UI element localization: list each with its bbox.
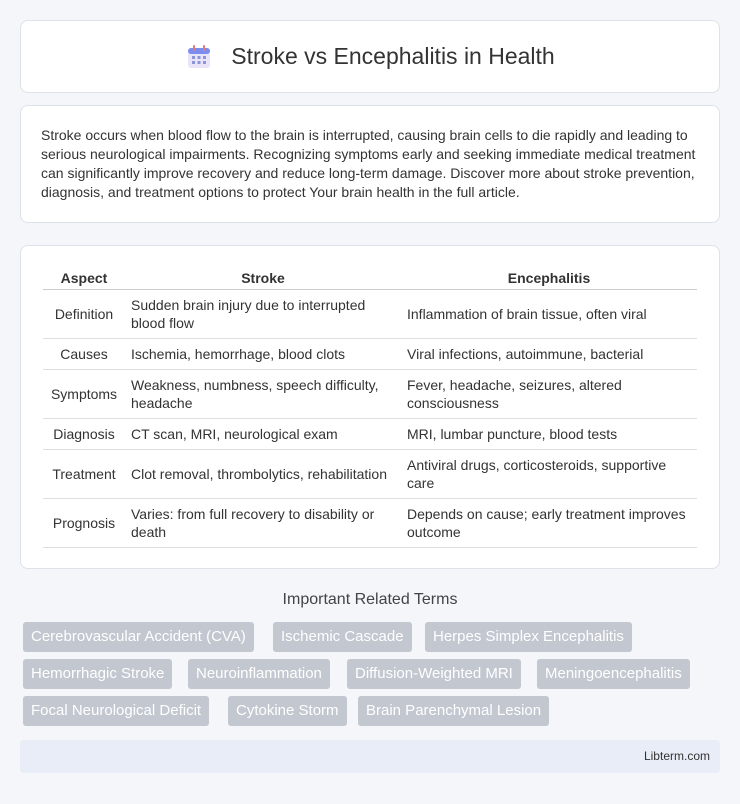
cell-aspect: Diagnosis	[43, 419, 125, 450]
related-term-tag[interactable]: Hemorrhagic Stroke	[23, 659, 172, 689]
related-term-tag[interactable]: Cytokine Storm	[228, 696, 347, 726]
cell-aspect: Causes	[43, 339, 125, 370]
comparison-table	[43, 266, 697, 548]
related-term-tag[interactable]: Brain Parenchymal Lesion	[358, 696, 549, 726]
cell-aspect: Prognosis	[43, 499, 125, 548]
footer-brand-link[interactable]: Libterm.com	[643, 749, 710, 763]
table-row	[43, 499, 697, 548]
cell-encephalitis: Antiviral drugs, corticosteroids, supportive care	[401, 450, 697, 499]
cell-stroke: Varies: from full recovery to disability or death	[125, 499, 401, 548]
related-term-tag[interactable]: Focal Neurological Deficit	[23, 696, 209, 726]
comparison-table-card	[20, 245, 720, 569]
intro-card	[20, 105, 720, 223]
header-stroke: Stroke	[125, 266, 401, 290]
table-row	[43, 290, 697, 339]
related-term-tag[interactable]: Cerebrovascular Accident (CVA)	[23, 622, 254, 652]
related-term-tag[interactable]: Herpes Simplex Encephalitis	[425, 622, 632, 652]
cell-aspect: Symptoms	[43, 370, 125, 419]
cell-encephalitis: MRI, lumbar puncture, blood tests	[401, 419, 697, 450]
related-term-tag[interactable]: Diffusion-Weighted MRI	[347, 659, 521, 689]
table-row	[43, 370, 697, 419]
header-aspect: Aspect	[43, 266, 125, 290]
related-terms-title: Important Related Terms	[282, 591, 458, 608]
related-term-tag[interactable]: Ischemic Cascade	[273, 622, 412, 652]
intro-text: Stroke occurs when blood flow to the brain is interrupted, causing brain cells to die rapidly and leading to serious neurological impairments. Recognizing symptoms early and seeking immediate medical treatment can significantly improve recovery and reduce long-term damage. Discover more about stroke prevention, diagnosis, and treatment options to protect Your brain health in the full article.	[41, 127, 696, 200]
cell-encephalitis: Fever, headache, seizures, altered consciousness	[401, 370, 697, 419]
related-term-tag[interactable]: Neuroinflammation	[188, 659, 330, 689]
page-title: Stroke vs Encephalitis in Health	[231, 43, 555, 69]
cell-aspect: Treatment	[43, 450, 125, 499]
table-row	[43, 419, 697, 450]
cell-stroke: Weakness, numbness, speech difficulty, headache	[125, 370, 401, 419]
cell-stroke: Ischemia, hemorrhage, blood clots	[125, 339, 401, 370]
cell-encephalitis: Depends on cause; early treatment improves outcome	[401, 499, 697, 548]
calendar-grid-icon	[185, 43, 213, 71]
cell-encephalitis: Viral infections, autoimmune, bacterial	[401, 339, 697, 370]
header-encephalitis: Encephalitis	[401, 266, 697, 290]
table-row	[43, 450, 697, 499]
title-card	[20, 20, 720, 93]
table-header-row	[43, 266, 697, 290]
cell-stroke: CT scan, MRI, neurological exam	[125, 419, 401, 450]
cell-stroke: Clot removal, thrombolytics, rehabilitation	[125, 450, 401, 499]
cell-aspect: Definition	[43, 290, 125, 339]
table-row	[43, 339, 697, 370]
footer	[20, 740, 720, 773]
cell-stroke: Sudden brain injury due to interrupted blood flow	[125, 290, 401, 339]
cell-encephalitis: Inflammation of brain tissue, often viral	[401, 290, 697, 339]
related-term-tag[interactable]: Meningoencephalitis	[537, 659, 690, 689]
